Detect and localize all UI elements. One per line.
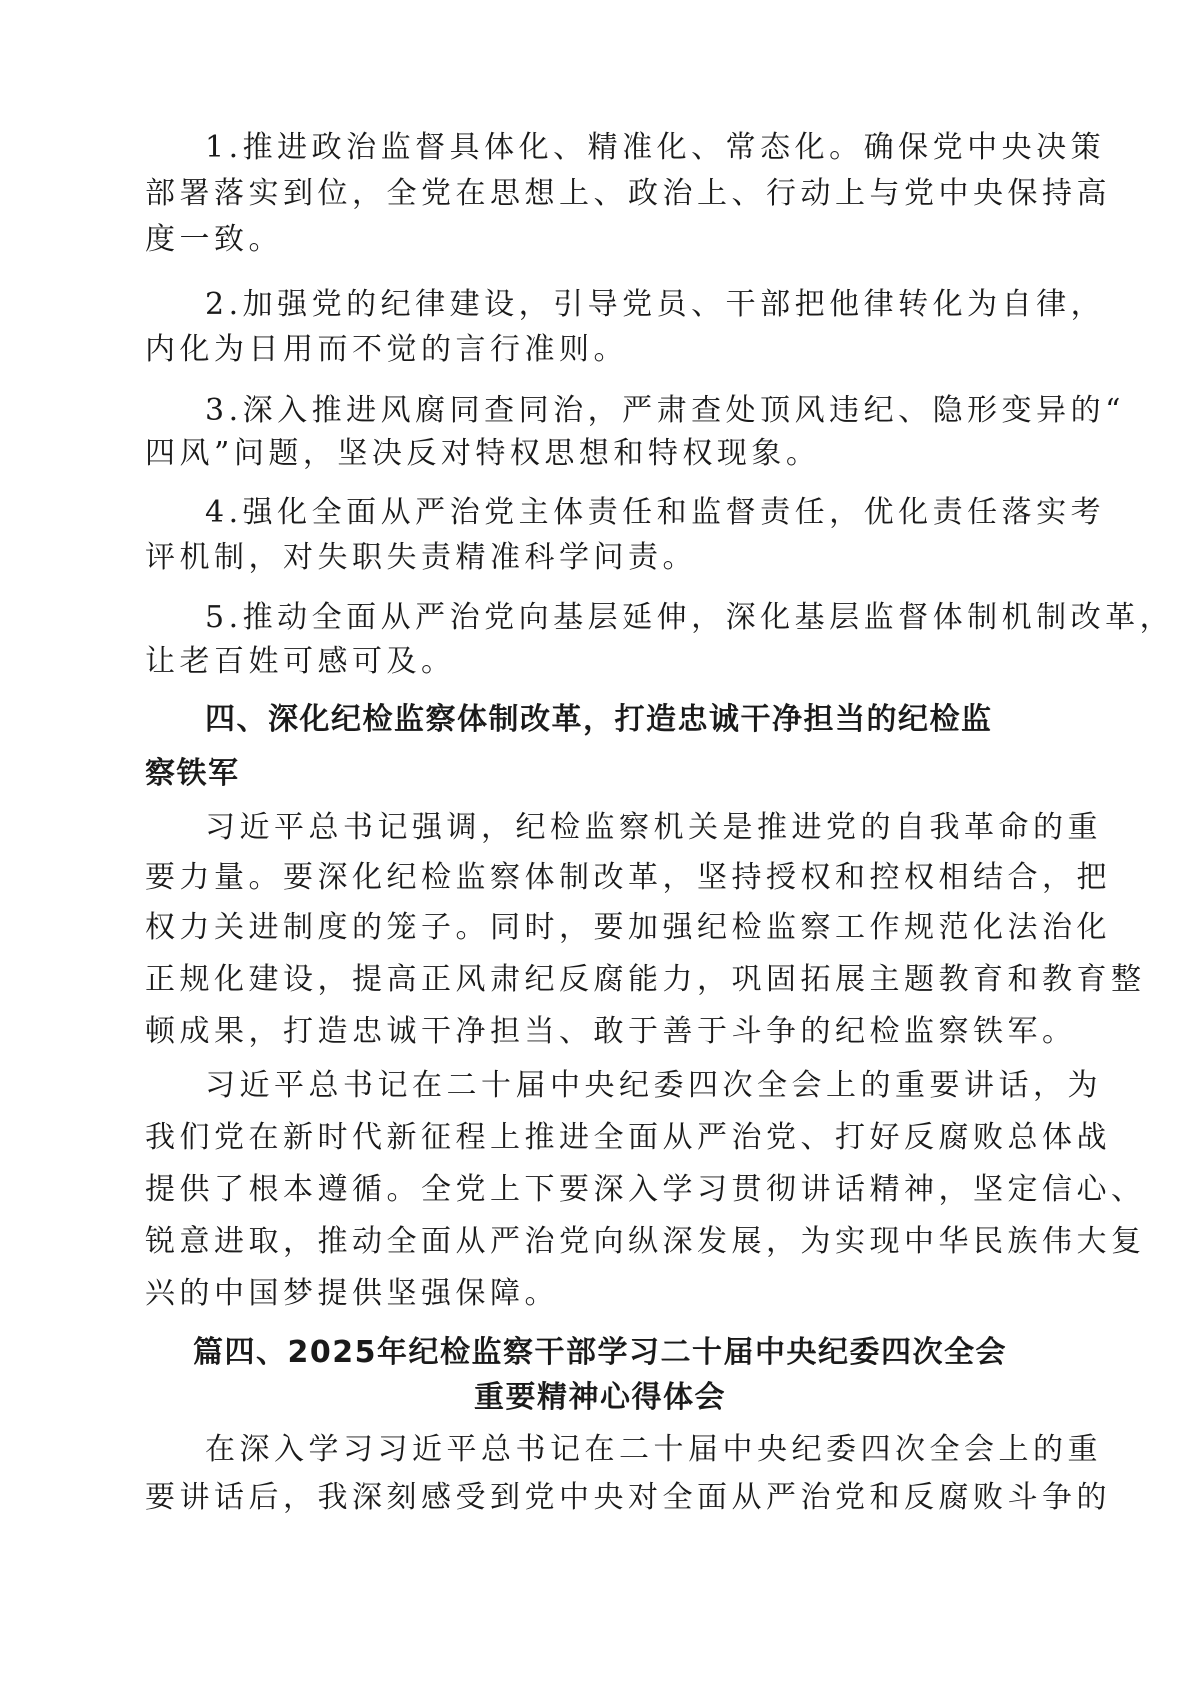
part-4-intro-line-2: 要讲话后，我深刻感受到党中央对全面从严治党和反腐败斗争的 xyxy=(145,1480,1111,1515)
item-4-line-1: 4.强化全面从严治党主体责任和监督责任，优化责任落实考 xyxy=(205,495,1106,530)
section-4-heading-line-1: 四、深化纪检监察体制改革，打造忠诚干净担当的纪检监 xyxy=(205,702,993,737)
section-4-p2-line-5: 兴的中国梦提供坚强保障。 xyxy=(145,1276,559,1311)
section-4-p1-line-3: 权力关进制度的笼子。同时，要加强纪检监察工作规范化法治化 xyxy=(145,910,1111,945)
item-2-line-2: 内化为日用而不觉的言行准则。 xyxy=(145,332,628,367)
section-4-p1-line-5: 顿成果，打造忠诚干净担当、敢于善于斗争的纪检监察铁军。 xyxy=(145,1014,1077,1049)
section-4-p2-line-4: 锐意进取，推动全面从严治党向纵深发展，为实现中华民族伟大复 xyxy=(145,1224,1146,1259)
section-4-p2-line-3: 提供了根本遵循。全党上下要深入学习贯彻讲话精神，坚定信心、 xyxy=(145,1172,1146,1207)
item-4-line-2: 评机制，对失职失责精准科学问责。 xyxy=(145,540,697,575)
item-1-line-3: 度一致。 xyxy=(145,222,283,257)
section-4-p2-line-1: 习近平总书记在二十届中央纪委四次全会上的重要讲话，为 xyxy=(205,1068,1102,1103)
part-4-title-line-1: 篇四、2025年纪检监察干部学习二十届中央纪委四次全会 xyxy=(193,1335,1007,1370)
section-4-p1-line-1: 习近平总书记强调，纪检监察机关是推进党的自我革命的重 xyxy=(205,810,1102,845)
section-4-p2-line-2: 我们党在新时代新征程上推进全面从严治党、打好反腐败总体战 xyxy=(145,1120,1111,1155)
section-4-heading-line-2: 察铁军 xyxy=(145,756,240,791)
section-4-p1-line-4: 正规化建设，提高正风肃纪反腐能力，巩固拓展主题教育和教育整 xyxy=(145,962,1146,997)
item-3-line-2: 四风”问题，坚决反对特权思想和特权现象。 xyxy=(145,436,821,471)
item-1-line-1: 1.推进政治监督具体化、精准化、常态化。确保党中央决策 xyxy=(205,130,1106,165)
part-4-intro-line-1: 在深入学习习近平总书记在二十届中央纪委四次全会上的重 xyxy=(205,1432,1102,1467)
item-5-line-2: 让老百姓可感可及。 xyxy=(145,644,456,679)
part-4-title-line-2: 重要精神心得体会 xyxy=(474,1380,726,1415)
item-5-line-1: 5.推动全面从严治党向基层延伸，深化基层监督体制机制改革， xyxy=(205,600,1175,635)
item-1-line-2: 部署落实到位，全党在思想上、政治上、行动上与党中央保持高 xyxy=(145,176,1111,211)
section-4-p1-line-2: 要力量。要深化纪检监察体制改革，坚持授权和控权相结合，把 xyxy=(145,860,1111,895)
item-3-line-1: 3.深入推进风腐同查同治，严肃查处顶风违纪、隐形变异的“ xyxy=(205,393,1125,428)
item-2-line-1: 2.加强党的纪律建设，引导党员、干部把他律转化为自律， xyxy=(205,287,1106,322)
